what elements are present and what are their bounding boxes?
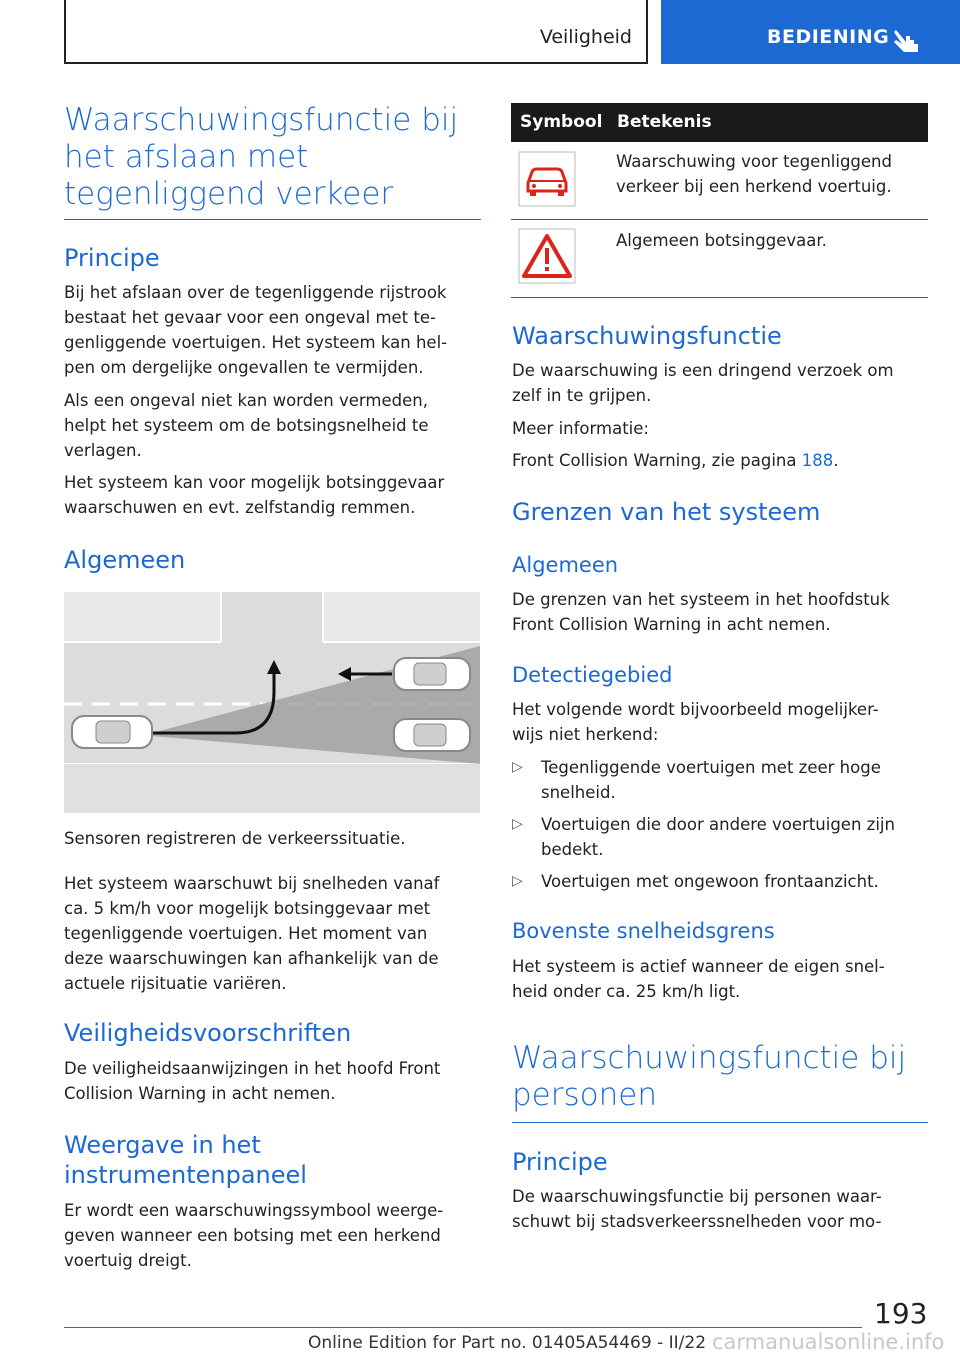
list-item: ▷ Voertuigen met ongewoon frontaanzicht. [512,869,932,895]
veiligheid-text: De veiligheidsaanwijzingen in het hoofd Front Collision Warning in acht nemen. [64,1059,441,1103]
main-title: Waarschuwingsfunctie bij het afslaan met tegenliggend verkeer [64,102,459,212]
bullet-marker: ▷ [512,759,523,775]
triangle-warning-icon [518,228,576,284]
table-bottom-rule [511,297,928,298]
list-item: ▷ Voertuigen die door andere voertuigen zijn bedekt. [512,812,932,862]
grenzen-algemeen-text: De grenzen van het systeem in het hoofdstuk Front Collision Warning in acht nemen. [512,590,890,634]
header-section-box [64,0,648,64]
oncoming-car-2 [394,719,470,751]
principe-heading: Principe [64,244,160,272]
personen-principe-heading: Principe [512,1148,608,1176]
list-item: ▷ Tegenliggende voertuigen met zeer hoge snelheid. [512,755,932,805]
oncoming-car-1 [394,658,470,690]
speed-text: Het systeem waarschuwt bij snelheden vanaf ca. 5 km/h voor mogelijk botsinggevaar met tegenliggende voertuigen. Het moment van deze waarschuwingen kan afhankelijk van de actuele rijsituatie variëren. [64,874,440,993]
watermark: carmanualsonline.info [712,1330,945,1354]
symbol-table-header [511,103,928,142]
bullet-marker: ▷ [512,873,523,889]
waarschuwingsfunctie-text: De waarschuwing is een dringend verzoek om zelf in te grijpen. [512,361,894,405]
traffic-illustration [64,592,480,813]
sensor-text: Sensoren registreren de verkeerssituatie. [64,829,406,848]
reference-text: Front Collision Warning, zie pagina 188. [512,451,839,470]
title-rule [64,219,481,220]
grenzen-heading: Grenzen van het systeem [512,498,821,526]
col-symbol: Symbool [520,112,603,132]
weergave-text: Er wordt een waarschuwingssymbool weerge- geven wanneer een botsing met een herkend voertuig dreigt. [64,1201,444,1270]
table-row-2-text: Algemeen botsinggevaar. [616,231,827,250]
meer-informatie: Meer informatie: [512,419,649,438]
page-number: 193 [874,1297,928,1330]
personen-title: Waarschuwingsfunctie bij personen [512,1040,907,1113]
footer-rule [64,1327,862,1328]
detectiegebied-text: Het volgende wordt bijvoorbeeld mogelijker- wijs niet herkend: [512,700,879,744]
pointing-hand-icon [890,26,922,56]
table-row-1-text: Waarschuwing voor tegenliggend verkeer bij een herkend voertuig. [616,152,892,196]
weergave-heading: Weergave in het instrumentenpaneel [64,1131,307,1189]
own-car [72,716,152,748]
car-warning-icon [518,151,576,207]
personen-principe-text: De waarschuwingsfunctie bij personen waar- schuwt bij stadsverkeerssnelheden voor mo- [512,1187,882,1231]
detectiegebied-heading: Detectiegebied [512,663,673,687]
bovenste-snelheidsgrens-heading: Bovenste snelheidsgrens [512,919,775,943]
grenzen-algemeen-heading: Algemeen [512,553,619,577]
veiligheid-heading: Veiligheidsvoorschriften [64,1019,352,1047]
algemeen-heading: Algemeen [64,546,186,574]
bovenste-snelheidsgrens-text: Het systeem is actief wanneer de eigen snel- heid onder ca. 25 km/h ligt. [512,957,885,1001]
col-meaning: Betekenis [617,112,712,132]
header-section: Veiligheid [539,26,632,48]
waarschuwingsfunctie-heading: Waarschuwingsfunctie [512,322,782,350]
bullet-marker: ▷ [512,816,523,832]
principe-text-2: Als een ongeval niet kan worden vermeden, helpt het systeem om de botsingsnelheid te verlagen. [64,391,429,460]
header-chapter: BEDIENING [767,26,890,48]
edition-text: Online Edition for Part no. 01405A54469 - II/22 [308,1333,707,1353]
page-reference-link[interactable]: 188 [801,451,834,470]
principe-text: Bij het afslaan over de tegenliggende rijstrook bestaat het gevaar voor een ongeval met te- genliggende voertuigen. Het systeem kan hel- pen om dergelijke ongevallen te vermijden. [64,283,448,377]
principe-text-3: Het systeem kan voor mogelijk botsinggevaar waarschuwen en evt. zelfstandig remmen. [64,473,445,517]
personen-title-rule [512,1122,928,1123]
table-row-divider [511,219,928,220]
